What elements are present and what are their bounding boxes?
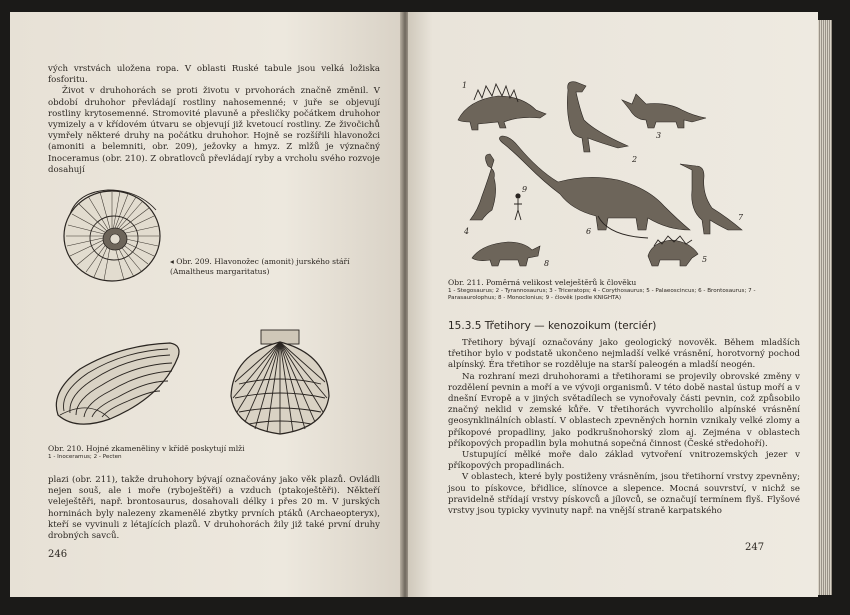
right-page [408,12,818,597]
page-edges [818,20,832,595]
tyrannosaurus-figure [567,82,628,152]
left-paragraph-2: Život v druhohorách se proti životu v prvohorách značně změnil. V období druhohor převládají rostliny nahosemenné; v juře se objevují rostliny krytosemenné. Stromovité plavuně a přesličky počátkem druhohor vymizely a v křídovém útvaru se objevují již kvetoucí rostliny. Ze živočichů vymřely některé druhy na počátku druhohor. Hojně se rozšířili hlavonožci (amoniti a belemniti, obr. 209), ježovky a hmyz. Z mlžů je význačný Inoceramus (obr. 210). Z obratlovců převládají ryby a vrcholu svého rozvoje dosahují [48,86,380,175]
right-paragraph-1: Třetihory bývají označovány jako geologický novověk. Během mladších třetihor bylo v podstatě ukončeno nejmladší velké vrásnění, horotvorný pochod alpínský. Éra třetihor se rozděluje na starší paleogén a mladší neogén. [448,338,800,371]
fig211-label-8: 8 [544,259,550,268]
left-paragraph-1: vých vrstvách uložena ropa. V oblasti Ruské tabule jsou velká ložiska fosforitu. [48,64,380,86]
fig210-caption-block [48,444,368,461]
right-paragraph-2: Na rozhraní mezi druhohorami a třetihorami se projevily obrovské změny v rozdělení pevnin a moří a ve vývoji organismů. V této době nastal ústup moří a v dnešní Evropě a v jiných světadílech se vynořovaly části pevnin, což způsobilo značný neklid v zemské kůře. V třetihorách vyvrcholilo alpínské vrásnění geosynklinálních oblastí. V oblastech zpevněných hornin vznikaly velké zlomy a příkopové propadliny, jako podkrušnohorský zlom aj. Zejména v oblastech příkopových propadlin byla mohutná sopečná činnost (České středohoří). [448,371,800,449]
fig211-label-7: 7 [738,213,744,222]
stegosaurus-figure [458,84,546,130]
right-paragraph-4: V oblastech, které byly postiženy vrásněním, jsou třetihorní vrstvy zpevněny; jsou to pískovce, břidlice, slínovce a slepence. Mocná souvrství, v nichž se pravidelně střídají vrstvy pískovců a jílovců, se označují termínem flyš. Flyšové vrstvy jsou typicky vyvinuty např. na vnější straně karpatského [448,472,800,517]
fig210-legend: 1 - Inoceramus; 2 - Pecten [48,453,122,460]
left-bottom-text [48,475,380,542]
fig210-caption: Obr. 210. Hojné zkameněliny v křídě poskytují mlži [48,444,245,453]
fig211-label-4: 4 [464,227,470,236]
left-page [10,12,402,597]
dinosaur-size-illustration [448,70,768,275]
corythosaurus-figure [470,154,496,220]
palaeoscincus-figure [648,236,698,266]
monoclonius-figure [472,242,540,266]
fig211-label-1: 1 [462,81,468,90]
inoceramus-illustration [50,337,185,432]
fig211-label-9: 9 [522,185,528,194]
ammonite-illustration [58,184,170,284]
right-paragraph-3: Ustupující mělké moře dalo základ vytvoření vnitrozemských jezer v příkopových propadlinách. [448,450,800,472]
fig211-label-6: 6 [586,227,592,236]
fig211-caption-block [448,278,798,302]
fig211-label-2: 2 [632,155,638,164]
left-paragraph-3: plazi (obr. 211), takže druhohory bývají označovány jako věk plazů. Ovládli nejen souš, ale i moře (ryboještěři) a vzduch (ptakoještěři). Někteří veleještěři, např. brontosaurus, dosahovali délky i přes 20 m. V jurských horninách byly nalezeny zkamenělé zbytky prvních ptáků (Archaeopteryx), kteří se vyvinuli z létajících plazů. V druhohorách žily již také první druhy drobných savců. [48,475,380,542]
fig209-caption: ◂ Obr. 209. Hlavonožec (amonit) jurského stáří (Amaltheus margaritatus) [170,257,350,276]
fig211-label-5: 5 [702,255,708,264]
pecten-illustration [225,324,335,439]
right-body-text [448,338,800,517]
section-heading: 15.3.5 Třetihory — kenozoikum (terciér) [448,320,657,332]
brontosaurus-figure [499,136,690,238]
page-number-left: 246 [48,549,68,560]
fig211-legend: 1 - Stegosaurus; 2 - Tyrannosaurus; 3 - Triceratops; 4 - Corythosaurus; 5 - Palaeoscincus; 6 - Brontosaurus; 7 - Parasaurolophus; 8 - Monoclonius; 9 - člověk (podle KNIGHTA) [448,287,756,301]
fig211-label-3: 3 [656,131,662,140]
parasaurolophus-figure [680,164,742,234]
page-number-right: 247 [745,542,765,553]
fig211-caption: Obr. 211. Poměrná velikost veleještěrů k člověku [448,278,637,287]
triceratops-figure [622,94,706,128]
left-top-text [48,64,380,176]
human-figure [514,193,522,220]
